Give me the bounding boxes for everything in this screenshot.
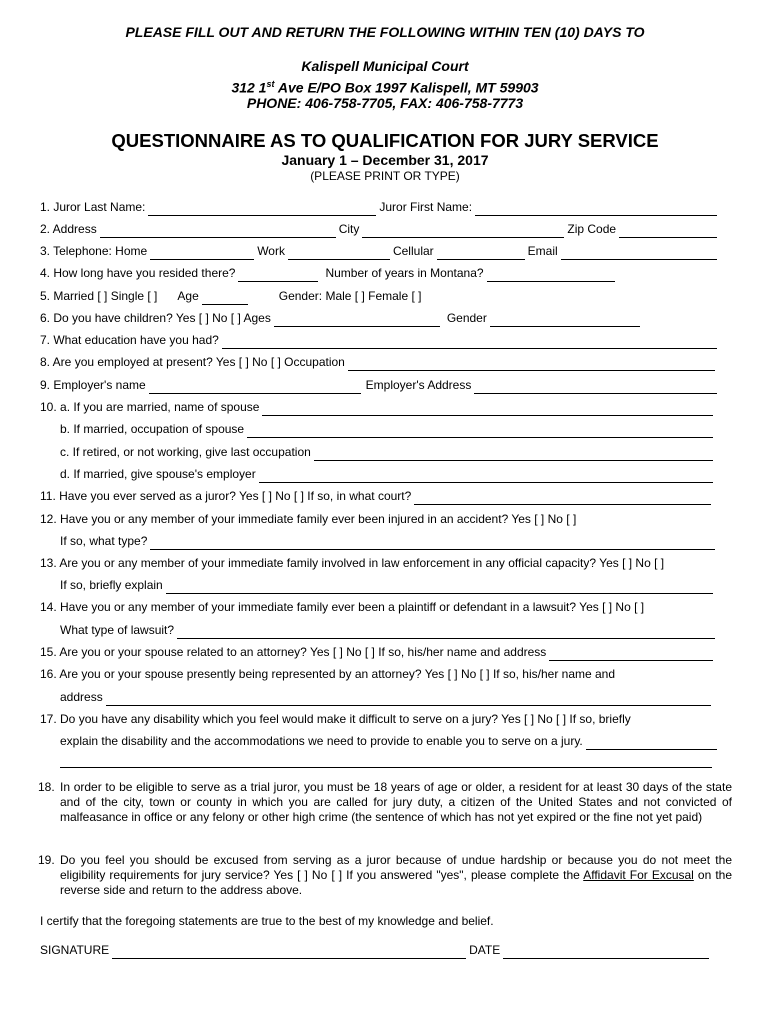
question-12 xyxy=(40,510,720,528)
label: Email xyxy=(527,244,558,258)
last-occupation-field[interactable] xyxy=(314,447,713,461)
question-14 xyxy=(40,598,720,616)
question-8 xyxy=(40,353,718,371)
address-field[interactable] xyxy=(100,224,336,238)
age-field[interactable] xyxy=(202,291,248,305)
question-16 xyxy=(40,665,720,683)
question-3 xyxy=(40,242,720,260)
question-19 xyxy=(38,853,732,898)
eligibility-text: In order to be eligible to serve as a trial juror, you must be 18 years of age or older, a resident for at least 30 days of the state and of the city, town or county in which you are called for jury duty, a citizen of the United States and not convicted of malfeasance in office or any felony or other high crime (the sentence of which has not yet expired or the fine not yet paid) xyxy=(60,780,732,824)
occupation-field[interactable] xyxy=(348,357,715,371)
disability-explain-line[interactable] xyxy=(60,766,712,768)
label: Number of years in Montana? xyxy=(325,266,484,280)
attorney-name-field[interactable] xyxy=(549,647,713,661)
work-phone-field[interactable] xyxy=(288,246,390,260)
email-field[interactable] xyxy=(561,246,717,260)
question-12-followup xyxy=(60,532,718,550)
question-10d xyxy=(60,465,716,483)
question-14-followup xyxy=(60,621,718,639)
question-number: 19. xyxy=(38,853,55,867)
question-16-followup xyxy=(60,688,714,706)
question-18 xyxy=(38,780,732,825)
spouse-name-field[interactable] xyxy=(262,402,713,416)
certification-statement: I certify that the foregoing statements are true to the best of my knowledge and belief. xyxy=(40,914,494,928)
attorney-relation-checkboxes[interactable]: 15. Are you or your spouse related to an attorney? Yes [ ] No [ ] If so, his/her name and address xyxy=(40,645,547,659)
represented-attorney-field[interactable] xyxy=(106,692,711,706)
label: 10. a. If you are married, name of spouse xyxy=(40,400,260,414)
label: If so, briefly explain xyxy=(60,578,163,592)
print-note: (PLEASE PRINT OR TYPE) xyxy=(310,169,460,183)
spouse-employer-field[interactable] xyxy=(259,469,713,483)
disability-checkboxes[interactable]: 17. Do you have any disability which you feel would make it difficult to serve on a jury? Yes [ ] No [ ] If so, briefly xyxy=(40,712,631,726)
employer-name-field[interactable] xyxy=(149,380,361,394)
court-address xyxy=(0,76,770,97)
question-15 xyxy=(40,643,716,661)
question-10c xyxy=(60,443,716,461)
label: If so, what type? xyxy=(60,534,148,548)
date-range: January 1 – December 31, 2017 xyxy=(281,152,489,168)
label: explain the disability and the accommodations we need to provide to enable you to serve on a jury. xyxy=(60,734,583,748)
label: Employer's Address xyxy=(365,378,472,392)
lawsuit-checkboxes[interactable]: 14. Have you or any member of your immediate family ever been a plaintiff or defendant in a lawsuit? Yes [ ] No [ ] xyxy=(40,600,645,614)
question-10a xyxy=(40,398,716,416)
residence-length-field[interactable] xyxy=(238,268,318,282)
question-10b xyxy=(60,420,716,438)
question-2 xyxy=(40,220,720,238)
question-17-followup xyxy=(60,732,720,750)
address-part: 312 1 xyxy=(231,79,267,96)
juror-service-checkboxes[interactable]: 11. Have you ever served as a juror? Yes [ ] No [ ] If so, in what court? xyxy=(40,489,412,503)
injury-type-field[interactable] xyxy=(150,536,715,550)
zip-code-field[interactable] xyxy=(619,224,717,238)
label: 2. Address xyxy=(40,222,97,236)
label: 4. How long have you resided there? xyxy=(40,266,236,280)
question-1 xyxy=(40,198,720,216)
question-7 xyxy=(40,331,720,349)
question-number: 18. xyxy=(38,780,55,794)
date-label: DATE xyxy=(469,943,501,957)
label: Juror First Name: xyxy=(379,200,473,214)
question-9 xyxy=(40,376,720,394)
law-enforcement-checkboxes[interactable]: 13. Are you or any member of your immediate family involved in law enforcement in any official capacity? Yes [ ] No [ ] xyxy=(40,556,665,570)
question-17 xyxy=(40,710,720,728)
signature-row xyxy=(40,941,712,959)
employer-address-field[interactable] xyxy=(474,380,717,394)
label: c. If retired, or not working, give last occupation xyxy=(60,445,311,459)
law-enforcement-explain-field[interactable] xyxy=(166,580,713,594)
label: 9. Employer's name xyxy=(40,378,146,392)
spouse-occupation-field[interactable] xyxy=(247,424,713,438)
label: d. If married, give spouse's employer xyxy=(60,467,256,481)
marital-status-checkboxes[interactable]: 5. Married [ ] Single [ ] xyxy=(40,289,158,303)
excusal-question-text: on the reverse side and return to the address above. xyxy=(60,868,732,897)
excusal-question-text: Do you feel you should be excused from serving as a juror because of undue hardship or because you do not meet the eligibility requirements for jury service? Yes [ ] No [ ] If you answered "yes", please complete the xyxy=(60,853,732,882)
question-13 xyxy=(40,554,720,572)
address-superscript: st xyxy=(266,79,275,89)
children-gender-field[interactable] xyxy=(490,313,640,327)
city-field[interactable] xyxy=(362,224,564,238)
question-13-followup xyxy=(60,576,716,594)
court-served-field[interactable] xyxy=(414,491,711,505)
label: 7. What education have you had? xyxy=(40,333,219,347)
label: 3. Telephone: Home xyxy=(40,244,148,258)
label: Age xyxy=(177,289,199,303)
represented-checkboxes[interactable]: 16. Are you or your spouse presently being represented by an attorney? Yes [ ] No [ ] If so, his/her name and xyxy=(40,667,616,681)
cell-phone-field[interactable] xyxy=(437,246,525,260)
employment-checkboxes[interactable]: 8. Are you employed at present? Yes [ ] No [ ] Occupation xyxy=(40,355,345,369)
label: Gender xyxy=(446,311,487,325)
signature-field[interactable] xyxy=(112,945,466,959)
label: What type of lawsuit? xyxy=(60,623,175,637)
education-field[interactable] xyxy=(222,335,717,349)
court-name: Kalispell Municipal Court xyxy=(301,58,469,74)
return-instruction: PLEASE FILL OUT AND RETURN THE FOLLOWING WITHIN TEN (10) DAYS TO xyxy=(125,24,645,40)
last-name-field[interactable] xyxy=(148,202,376,216)
certification-row xyxy=(40,912,720,930)
first-name-field[interactable] xyxy=(475,202,717,216)
form-title: QUESTIONNAIRE AS TO QUALIFICATION FOR JURY SERVICE xyxy=(111,130,659,151)
date-field[interactable] xyxy=(503,945,709,959)
question-11 xyxy=(40,487,714,505)
label: b. If married, occupation of spouse xyxy=(60,422,245,436)
children-checkboxes[interactable]: 6. Do you have children? Yes [ ] No [ ] Ages xyxy=(40,311,271,325)
affidavit-link[interactable]: Affidavit For Excusal xyxy=(583,868,694,882)
children-ages-field[interactable] xyxy=(274,313,440,327)
question-4 xyxy=(40,264,720,282)
label: Zip Code xyxy=(567,222,617,236)
signature-label: SIGNATURE xyxy=(40,943,110,957)
question-6 xyxy=(40,309,720,327)
lawsuit-type-field[interactable] xyxy=(177,625,715,639)
injury-checkboxes[interactable]: 12. Have you or any member of your immediate family ever been injured in an accident? Yes [ ] No [ ] xyxy=(40,512,577,526)
home-phone-field[interactable] xyxy=(150,246,254,260)
gender-checkboxes[interactable]: Gender: Male [ ] Female [ ] xyxy=(278,289,422,303)
label: 1. Juror Last Name: xyxy=(40,200,146,214)
years-in-montana-field[interactable] xyxy=(487,268,615,282)
disability-explain-field[interactable] xyxy=(586,736,717,750)
label: Cellular xyxy=(392,244,434,258)
address-part: Ave E/PO Box 1997 Kalispell, MT 59903 xyxy=(274,79,539,96)
court-phone: PHONE: 406-758-7705, FAX: 406-758-7773 xyxy=(246,95,524,111)
label: Work xyxy=(257,244,285,258)
question-5 xyxy=(40,287,720,305)
label: address xyxy=(60,690,103,704)
label: City xyxy=(338,222,360,236)
